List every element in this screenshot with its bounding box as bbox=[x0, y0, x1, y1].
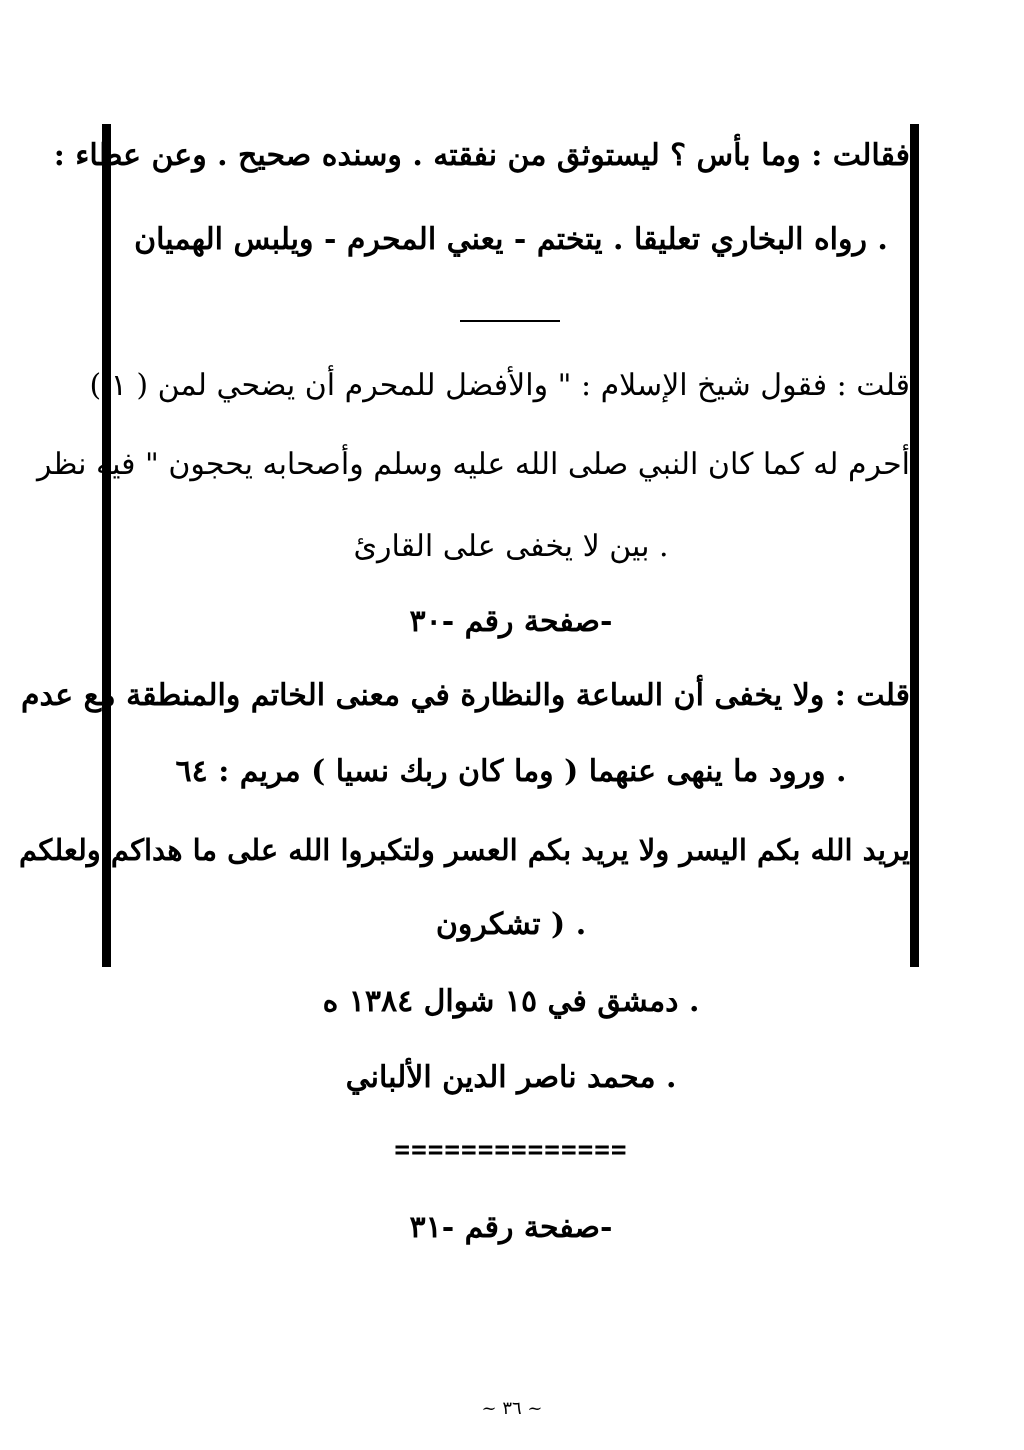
page-number: ~ ٣٦ ~ bbox=[481, 1398, 543, 1419]
text-line-4: أحرم له كما كان النبي صلى الله عليه وسلم وأصحابه يحجون " فيه نظر bbox=[36, 447, 910, 482]
text-line-5: . بين لا يخفى على القارئ bbox=[353, 529, 669, 564]
page-marker-31: -صفحة رقم -٣١ bbox=[409, 1210, 613, 1245]
right-border-bar bbox=[910, 124, 919, 967]
text-line-6: قلت : ولا يخفى أن الساعة والنظارة في معنى الخاتم والمنطقة مع عدم bbox=[20, 678, 910, 713]
text-line-1: فقالت : وما بأس ؟ ليستوثق من نفقته . وسنده صحيح . وعن عطاء : bbox=[53, 138, 910, 173]
page-marker-30: -صفحة رقم -٣٠ bbox=[409, 604, 613, 639]
text-line-9: . ( تشكرون bbox=[435, 907, 587, 942]
section-divider bbox=[460, 320, 560, 322]
author-line: . محمد ناصر الدين الألباني bbox=[345, 1060, 677, 1095]
text-line-8: يريد الله بكم اليسر ولا يريد بكم العسر ولتكبروا الله على ما هداكم ولعلكم bbox=[19, 833, 910, 867]
text-line-2: . رواه البخاري تعليقا . يتختم - يعني المحرم - ويلبس الهميان bbox=[134, 222, 888, 257]
text-line-7: . ورود ما ينهى عنهما ( وما كان ربك نسيا ) مريم : ٦٤ bbox=[175, 754, 847, 789]
date-line: . دمشق في ١٥ شوال ١٣٨٤ ه bbox=[322, 984, 700, 1019]
separator-line: ============== bbox=[394, 1135, 628, 1165]
text-line-3: قلت : فقول شيخ الإسلام : " والأفضل للمحرم أن يضحي لمن ( ١ ) bbox=[89, 368, 910, 403]
